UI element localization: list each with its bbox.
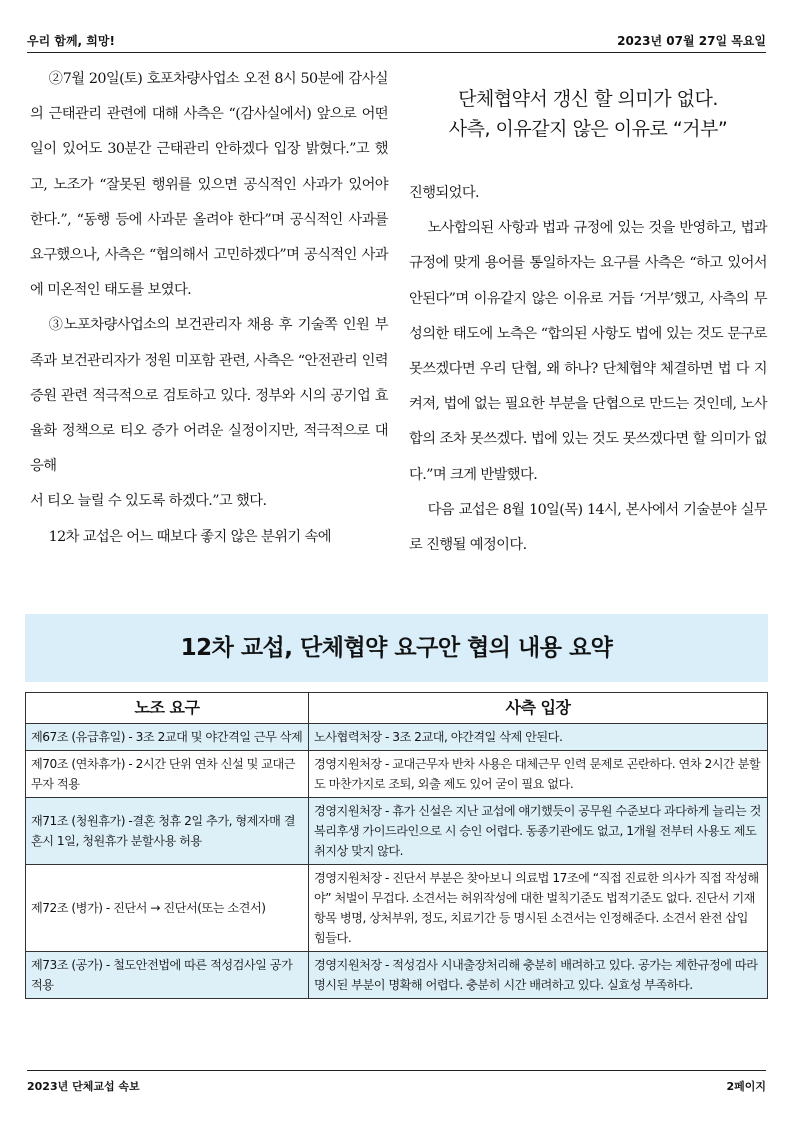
- company-position-cell: 경영지원처장 - 적성검사 시내출장처리해 충분히 배려하고 있다. 공가는 제한규정에 따라 명시된 부분이 명확해 어렵다. 충분히 시간 배려하고 있다. 실효성 부족하다.: [309, 952, 768, 999]
- union-demand-cell: 제67조 (유급휴일) - 3조 2교대 및 야간격일 근무 삭제: [26, 724, 309, 751]
- paragraph-next-meeting: 다음 교섭은 8월 10일(목) 14시, 본사에서 기술분야 실무로 진행될 예정이다.: [409, 501, 767, 554]
- left-column: [30, 62, 388, 555]
- union-demand-cell: 재71조 (청원휴가) -결혼 청휴 2일 추가, 형제자매 결혼시 1일, 청원휴가 분할사용 허용: [26, 798, 309, 865]
- summary-table: [25, 692, 768, 999]
- table-header-row: [26, 693, 768, 724]
- company-position-cell: 노사협력처장 - 3조 2교대, 야간격일 삭제 안된다.: [309, 724, 768, 751]
- paragraph-nopo: ③노포차량사업소의 보건관리자 채용 후 기술쪽 인원 부족과 보건관리자가 정원 미포함 관련, 사측은 “안전관리 인력 증원 관련 적극적으로 검토하고 있다. 정부와 시의 공기업 효율화 정책으로 티오 증가 어려운 실정이지만, 적극적으로 대응해: [30, 317, 388, 475]
- page-header: [27, 26, 766, 53]
- table-row: [26, 798, 768, 865]
- paragraph-hopo: ②7월 20일(토) 호포차량사업소 오전 8시 50분에 감사실의 근태관리 관련에 대해 사측은 “(감사실에서) 앞으로 어떤 일이 있어도 30분간 근태관리 안하겠다 입장 밝혔다.”고 했고, 노조가 “잘못된 행위를 있으면 공식적인 사과가 있어야 한다.”, “동행 등에 사과문 올려야 한다”며 공식적인 사과를 요구했으나, 사측은 “협의해서 고민하겠다”며 공식적인 사과에 미온적인 태도를 보였다.: [30, 71, 388, 299]
- header-union-demand: 노조 요구: [26, 693, 309, 724]
- table-row: [26, 724, 768, 751]
- heading-line-1: 단체협약서 갱신 할 의미가 없다.: [458, 88, 718, 110]
- paragraph-12th-intro: 12차 교섭은 어느 때보다 좋지 않은 분위기 속에: [48, 528, 331, 545]
- company-position-cell: 경영지원처장 - 휴가 신설은 지난 교섭에 얘기했듯이 공무원 수준보다 과다하게 늘리는 것 복리후생 가이드라인으로 시 승인 어렵다. 동종기관에도 없고, 1개월 전부터 사용도 제도 취지상 맞지 않다.: [309, 798, 768, 865]
- table-row: [26, 952, 768, 999]
- company-position-cell: 경영지원처장 - 교대근무자 반차 사용은 대체근무 인력 문제로 곤란하다. 연차 2시간 분할도 마찬가지로 조퇴, 외출 제도 있어 굳이 필요 없다.: [309, 751, 768, 798]
- summary-banner: 12차 교섭, 단체협약 요구안 협의 내용 요약: [25, 614, 768, 682]
- footer-page-number: 2페이지: [726, 1080, 766, 1093]
- union-demand-cell: 제70조 (연차휴가) - 2시간 단위 연차 신설 및 교대근무자 적용: [26, 751, 309, 798]
- page-footer: [27, 1070, 766, 1097]
- union-demand-cell: 제73조 (공가) - 철도안전법에 따른 적성검사일 공가 적용: [26, 952, 309, 999]
- paragraph-refusal: 노사합의된 사항과 법과 규정에 있는 것을 반영하고, 법과 규정에 맞게 용어를 통일하자는 요구를 사측은 “하고 있어서 안된다”며 이유같지 않은 이유로 거듭 ‘거부’했고, 사측의 무성의한 태도에 노측은 “합의된 사항도 법에 있는 것도 문구로 못쓰겠다면 우리 단협, 왜 하나? 단체협약 체결하면 법 다 지켜져, 법에 없는 필요한 부분을 단협으로 만드는 것인데, 노사합의 조차 못쓰겠다. 법에 있는 것도 못쓰겠다면 할 의미가 없다.”며 크게 반발했다.: [409, 220, 767, 483]
- header-date: 2023년 07월 27일 목요일: [617, 34, 766, 48]
- paragraph-nopo-cont: 서 티오 늘릴 수 있도록 하겠다.”고 했다.: [30, 493, 267, 510]
- table-row: [26, 865, 768, 952]
- heading-line-2: 사측, 이유같지 않은 이유로 “거부”: [448, 118, 728, 140]
- section-heading: [409, 84, 767, 144]
- right-column: [409, 176, 767, 563]
- union-demand-cell: 제72조 (병가) - 진단서 → 진단서(또는 소견서): [26, 865, 309, 952]
- header-company-position: 사측 입장: [309, 693, 768, 724]
- header-slogan: 우리 함께, 희망!: [27, 34, 115, 48]
- table-row: [26, 751, 768, 798]
- paragraph-continued: 진행되었다.: [409, 185, 479, 201]
- footer-publication: 2023년 단체교섭 속보: [27, 1080, 140, 1093]
- company-position-cell: 경영지원처장 - 진단서 부분은 찾아보니 의료법 17조에 “직접 진료한 의사가 직접 작성해야” 처벌이 무겁다. 소견서는 허위작성에 대한 벌칙기준도 법적기준도 없다. 진단서 기재 항목 병명, 상처부위, 정도, 치료기간 등 명시된 소견서는 인정해준다. 소견서 완전 삽입 힘들다.: [309, 865, 768, 952]
